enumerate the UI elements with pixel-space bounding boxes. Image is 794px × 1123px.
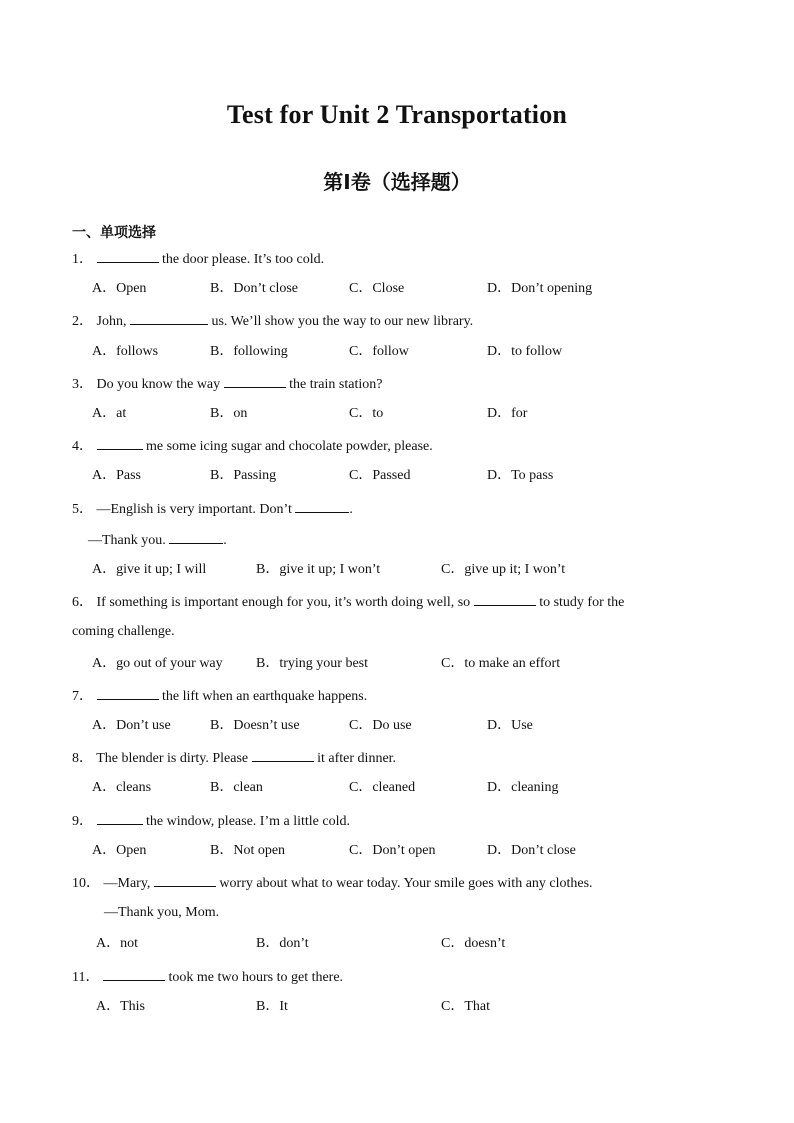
test-title: Test for Unit 2 Transportation bbox=[226, 100, 568, 129]
answer-blank[interactable] bbox=[169, 530, 223, 544]
option-d[interactable]: D．Don’t close bbox=[487, 843, 576, 858]
option-b[interactable]: B．following bbox=[210, 344, 288, 359]
option-d[interactable]: D．for bbox=[487, 406, 528, 421]
question-text: —Mary, bbox=[103, 876, 151, 891]
option-a[interactable]: A．cleans bbox=[92, 780, 152, 795]
option-b[interactable]: B．Not open bbox=[210, 843, 286, 858]
answer-blank[interactable] bbox=[97, 436, 143, 450]
question-number: 5． bbox=[72, 502, 93, 517]
option-c[interactable]: C．to make an effort bbox=[441, 656, 561, 671]
question-6-continued: coming challenge. bbox=[72, 624, 175, 639]
answer-blank[interactable] bbox=[97, 249, 159, 263]
question-1 bbox=[72, 249, 324, 269]
option-b[interactable]: B．trying your best bbox=[256, 656, 368, 671]
question-text: —English is very important. Don’t bbox=[96, 502, 292, 517]
answer-blank[interactable] bbox=[154, 873, 216, 887]
question-10 bbox=[72, 873, 593, 893]
option-a[interactable]: A．follows bbox=[92, 344, 159, 359]
question-8 bbox=[72, 748, 396, 768]
question-text: . bbox=[223, 533, 227, 548]
option-c[interactable]: C．Passed bbox=[349, 468, 411, 483]
question-7 bbox=[72, 686, 367, 706]
answer-blank[interactable] bbox=[224, 374, 286, 388]
option-d[interactable]: D．cleaning bbox=[487, 780, 559, 795]
option-c[interactable]: C．Don’t open bbox=[349, 843, 436, 858]
option-b[interactable]: B．It bbox=[256, 999, 288, 1014]
answer-blank[interactable] bbox=[103, 967, 165, 981]
answer-blank[interactable] bbox=[295, 499, 349, 513]
question-5-reply bbox=[88, 530, 227, 550]
question-text: Do you know the way bbox=[96, 377, 221, 392]
option-b[interactable]: B．Passing bbox=[210, 468, 277, 483]
question-text: the window, please. I’m a little cold. bbox=[146, 814, 350, 829]
question-text: it after dinner. bbox=[317, 751, 397, 766]
answer-blank[interactable] bbox=[97, 686, 159, 700]
option-c[interactable]: C．Close bbox=[349, 281, 405, 296]
question-number: 11． bbox=[72, 970, 100, 985]
option-b[interactable]: B．clean bbox=[210, 780, 263, 795]
question-number: 8． bbox=[72, 751, 93, 766]
question-text: to study for the bbox=[539, 595, 625, 610]
option-a[interactable]: A．Pass bbox=[92, 468, 142, 483]
section-heading: 一、单项选择 bbox=[72, 225, 156, 241]
option-b[interactable]: B．give it up; I won’t bbox=[256, 562, 381, 577]
option-a[interactable]: A．Don’t use bbox=[92, 718, 171, 733]
option-d[interactable]: D．To pass bbox=[487, 468, 554, 483]
question-number: 4． bbox=[72, 439, 93, 454]
question-11 bbox=[72, 967, 343, 987]
question-number: 1． bbox=[72, 252, 93, 267]
option-d[interactable]: D．to follow bbox=[487, 344, 563, 359]
question-text: John, bbox=[96, 314, 127, 329]
question-text: The blender is dirty. Please bbox=[96, 751, 249, 766]
option-c[interactable]: C．cleaned bbox=[349, 780, 416, 795]
part-heading: 第Ⅰ卷（选择题） bbox=[323, 170, 471, 194]
question-9 bbox=[72, 811, 350, 831]
option-c[interactable]: C．give up it; I won’t bbox=[441, 562, 566, 577]
question-number: 9． bbox=[72, 814, 93, 829]
question-3 bbox=[72, 374, 382, 394]
answer-blank[interactable] bbox=[252, 748, 314, 762]
option-c[interactable]: C．follow bbox=[349, 344, 409, 359]
question-text: the door please. It’s too cold. bbox=[162, 252, 325, 267]
option-a[interactable]: A．not bbox=[96, 936, 138, 951]
question-number: 10． bbox=[72, 876, 100, 891]
question-text: me some icing sugar and chocolate powder, please. bbox=[146, 439, 433, 454]
question-number: 3． bbox=[72, 377, 93, 392]
option-a[interactable]: A．give it up; I will bbox=[92, 562, 207, 577]
option-d[interactable]: D．Don’t opening bbox=[487, 281, 593, 296]
question-number: 7． bbox=[72, 689, 93, 704]
option-a[interactable]: A．Open bbox=[92, 843, 147, 858]
option-b[interactable]: B．on bbox=[210, 406, 248, 421]
question-6 bbox=[72, 592, 624, 612]
option-c[interactable]: C．Do use bbox=[349, 718, 412, 733]
question-text: —Thank you. bbox=[88, 533, 166, 548]
question-text: . bbox=[349, 502, 353, 517]
question-text: the train station? bbox=[289, 377, 383, 392]
question-4 bbox=[72, 436, 433, 456]
option-b[interactable]: B．don’t bbox=[256, 936, 309, 951]
option-c[interactable]: C．doesn’t bbox=[441, 936, 506, 951]
option-d[interactable]: D．Use bbox=[487, 718, 533, 733]
question-2 bbox=[72, 311, 473, 331]
question-text: took me two hours to get there. bbox=[168, 970, 344, 985]
question-10-reply: —Thank you, Mom. bbox=[104, 905, 220, 920]
answer-blank[interactable] bbox=[130, 311, 208, 325]
option-a[interactable]: A．go out of your way bbox=[92, 656, 223, 671]
question-text: If something is important enough for you, it’s worth doing well, so bbox=[96, 595, 471, 610]
question-number: 6． bbox=[72, 595, 93, 610]
option-a[interactable]: A．at bbox=[92, 406, 127, 421]
option-c[interactable]: C．That bbox=[441, 999, 490, 1014]
option-b[interactable]: B．Don’t close bbox=[210, 281, 299, 296]
question-text: us. We’ll show you the way to our new library. bbox=[211, 314, 474, 329]
answer-blank[interactable] bbox=[474, 592, 536, 606]
answer-blank[interactable] bbox=[97, 811, 143, 825]
question-5 bbox=[72, 499, 353, 519]
option-b[interactable]: B．Doesn’t use bbox=[210, 718, 300, 733]
option-a[interactable]: A．Open bbox=[92, 281, 147, 296]
option-c[interactable]: C．to bbox=[349, 406, 384, 421]
question-text: the lift when an earthquake happens. bbox=[162, 689, 368, 704]
question-text: worry about what to wear today. Your smile goes with any clothes. bbox=[219, 876, 593, 891]
option-a[interactable]: A．This bbox=[96, 999, 145, 1014]
question-number: 2． bbox=[72, 314, 93, 329]
